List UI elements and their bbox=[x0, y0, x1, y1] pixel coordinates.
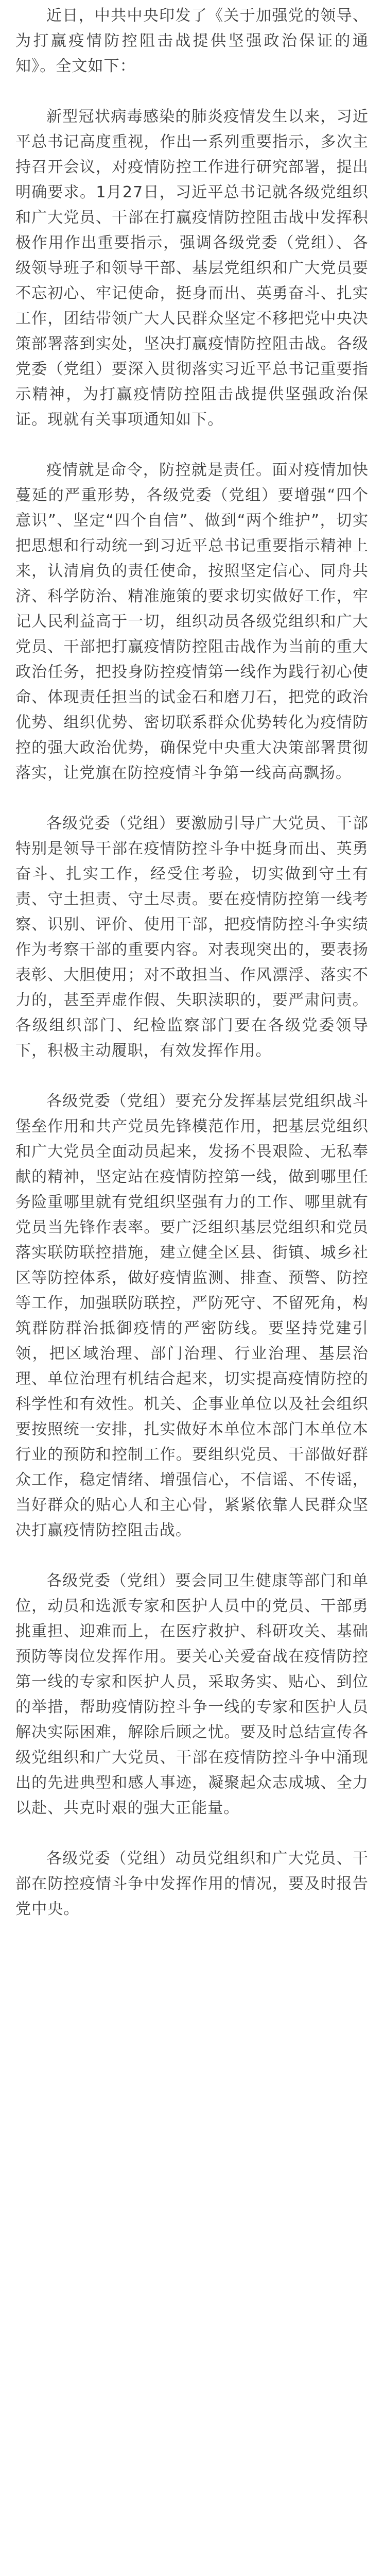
responsibility-paragraph: 疫情就是命令，防控就是责任。面对疫情加快蔓延的严重形势，各级党委（党组）要增强“四个意识”、坚定“四个自信”、做到“两个维护”，切实把思想和行动统一到习近平总书记重要指示精神上来，认清肩负的责任使命，按照坚定信心、同舟共济、科学防治、精准施策的要求切实做好工作，牢记人民利益高于一切，组织动员各级党组织和广大党员、干部把打赢疫情防控阻击战作为当前的重大政治任务，把投身防控疫情第一线作为践行初心使命、体现责任担当的试金石和磨刀石，把党的政治优势、组织优势、密切联系群众优势转化为疫情防控的强大政治优势，确保党中央重大决策部署贯彻落实，让党旗在防控疫情斗争第一线高高飘扬。 bbox=[15, 461, 369, 782]
intro-paragraph: 近日，中共中央印发了《关于加强党的领导、为打赢疫情防控阻击战提供坚强政治保证的通知》。全文如下： bbox=[15, 7, 369, 75]
paragraph-spacer bbox=[15, 1063, 369, 1089]
grassroots-paragraph: 各级党委（党组）要充分发挥基层党组织战斗堡垒作用和共产党员先锋模范作用，把基层党组织和广大党员全面动员起来，发扬不畏艰险、无私奉献的精神，坚定站在疫情防控第一线，做到哪里任务险重哪里就有党组织坚强有力的工作、哪里就有党员当先锋作表率。要广泛组织基层党组织和党员落实联防联控措施，建立健全区县、街镇、城乡社区等防控体系，做好疫情监测、排查、预警、防控等工作，加强联防联控，严防死守、不留死角，构筑群防群治抵御疫情的严密防线。要坚持党建引领，把区域治理、部门治理、行业治理、基层治理、单位治理有机结合起来，切实提高疫情防控的科学性和有效性。机关、企事业单位以及社会组织要按照统一安排，扎实做好本单位本部门本单位本行业的预防和控制工作。要组织党员、干部做好群众工作，稳定情绪、增强信心，不信谣、不传谣，当好群众的贴心人和主心骨，紧紧依靠人民群众坚决打赢疫情防控阻击战。 bbox=[15, 1092, 369, 1539]
medical-staff-paragraph: 各级党委（党组）要会同卫生健康等部门和单位，动员和选派专家和医护人员中的党员、干部勇挑重担、迎难而上，在医疗救护、科研攻关、基础预防等岗位发挥作用。要关心关爱奋战在疫情防控第一线的专家和医护人员，采取务实、贴心、到位的举措，帮助疫情防控斗争一线的专家和医护人员解决实际困难，解除后顾之忧。要及时总结宣传各级党组织和广大党员、干部在疫情防控斗争中涌现出的先进典型和感人事迹，凝聚起众志成城、全力以赴、共克时艰的强大正能量。 bbox=[15, 1572, 369, 1817]
paragraph-spacer bbox=[15, 432, 369, 457]
cadre-evaluation-paragraph: 各级党委（党组）要激励引导广大党员、干部特别是领导干部在疫情防控斗争中挺身而出、英勇奋斗、扎实工作，经受住考验，切实做到守土有责、守土担责、守土尽责。要在疫情防控第一线考察、识别、评价、使用干部，把疫情防控斗争实绩作为考察干部的重要内容。对表现突出的，要表扬表彰、大胆使用；对不敢担当、作风漂浮、落实不力的，甚至弄虚作假、失职渎职的，要严肃问责。各级组织部门、纪检监察部门要在各级党委领导下，积极主动履职，有效发挥作用。 bbox=[15, 815, 369, 1060]
paragraph-spacer bbox=[15, 1543, 369, 1568]
background-paragraph: 新型冠状病毒感染的肺炎疫情发生以来，习近平总书记高度重视，作出一系列重要指示，多次主持召开会议，对疫情防控工作进行研究部署，提出明确要求。1月27日，习近平总书记就各级党组织和广大党员、干部在打赢疫情防控阻击战中发挥积极作用作出重要指示，强调各级党委（党组）、各级领导班子和领导干部、基层党组织和广大党员要不忘初心、牢记使命，挺身而出、英勇奋斗、扎实工作，团结带领广大人民群众坚定不移把党中央决策部署落到实处，坚决打赢疫情防控阻击战。各级党委（党组）要深入贯彻落实习近平总书记重要指示精神，为打赢疫情防控阻击战提供坚强政治保证。现就有关事项通知如下。 bbox=[15, 108, 369, 429]
reporting-paragraph: 各级党委（党组）动员党组织和广大党员、干部在防控疫情斗争中发挥作用的情况，要及时报告党中央。 bbox=[15, 1850, 369, 1918]
paragraph-spacer bbox=[15, 79, 369, 104]
paragraph-spacer bbox=[15, 1821, 369, 1846]
paragraph-spacer bbox=[15, 786, 369, 811]
